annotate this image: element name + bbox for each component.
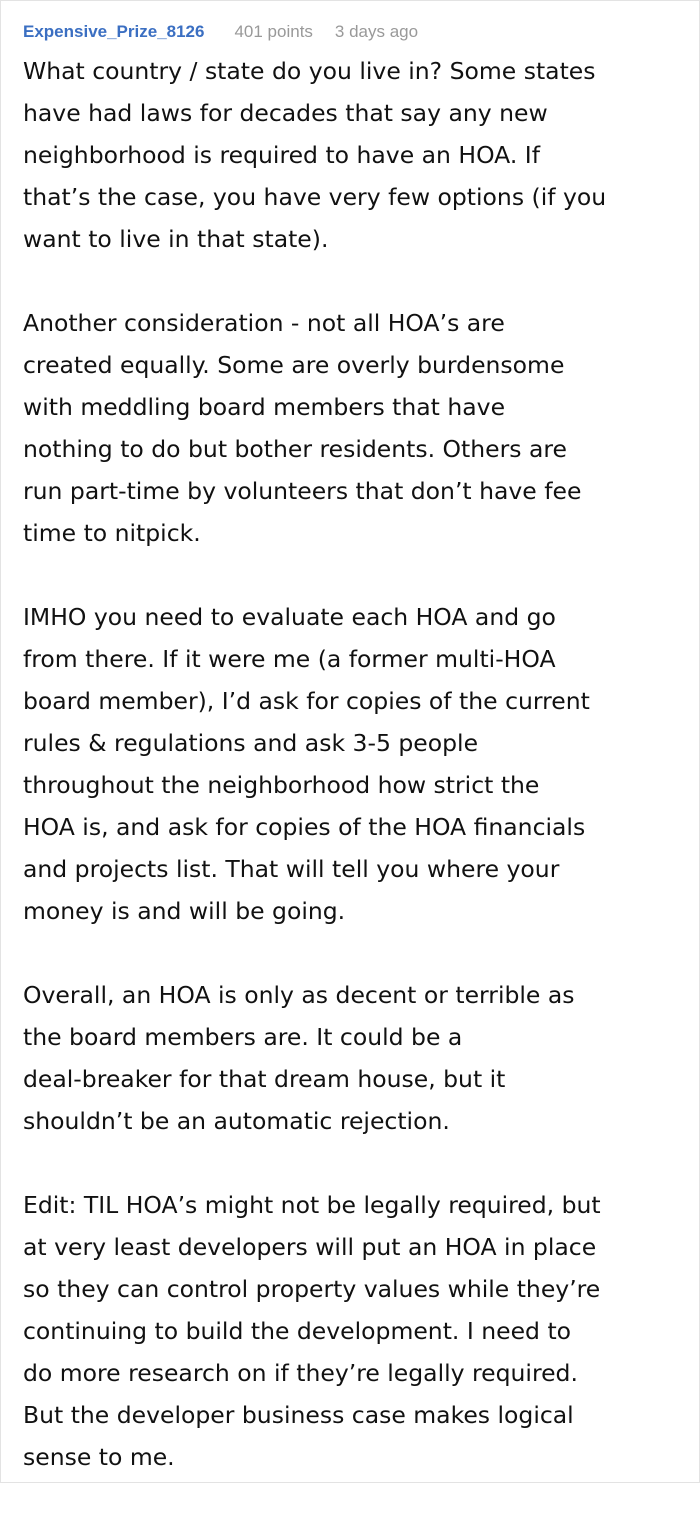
- text-line: nothing to do but bother residents. Others are: [23, 435, 567, 463]
- text-line: want to live in that state).: [23, 225, 329, 253]
- comment-paragraph: [23, 1184, 683, 1478]
- text-line: neighborhood is required to have an HOA. If: [23, 141, 540, 169]
- comment-paragraph: [23, 50, 683, 260]
- text-line: that’s the case, you have very few options (if you: [23, 183, 607, 211]
- text-line: sense to me.: [23, 1443, 175, 1471]
- text-line: continuing to build the development. I need to: [23, 1317, 572, 1345]
- comment-paragraph: [23, 974, 683, 1142]
- text-line: But the developer business case makes logical: [23, 1401, 574, 1429]
- text-line: so they can control property values while they’re: [23, 1275, 601, 1303]
- comment-paragraph: [23, 302, 683, 554]
- text-line: do more research on if they’re legally required.: [23, 1359, 578, 1387]
- text-line: with meddling board members that have: [23, 393, 506, 421]
- text-line: IMHO you need to evaluate each HOA and go: [23, 603, 556, 631]
- text-line: What country / state do you live in? Some states: [23, 57, 596, 85]
- text-line: and projects list. That will tell you where your: [23, 855, 560, 883]
- points-count: 401 points: [234, 22, 313, 41]
- text-line: from there. If it were me (a former multi-HOA: [23, 645, 556, 673]
- text-line: at very least developers will put an HOA in place: [23, 1233, 597, 1261]
- text-line: money is and will be going.: [23, 897, 346, 925]
- text-line: rules & regulations and ask 3-5 people: [23, 729, 479, 757]
- text-line: Overall, an HOA is only as decent or terrible as: [23, 981, 575, 1009]
- comment-paragraph: [23, 596, 683, 932]
- text-line: shouldn’t be an automatic rejection.: [23, 1107, 450, 1135]
- text-line: have had laws for decades that say any new: [23, 99, 548, 127]
- username-link[interactable]: Expensive_Prize_8126: [23, 22, 205, 41]
- text-line: created equally. Some are overly burdensome: [23, 351, 565, 379]
- text-line: HOA is, and ask for copies of the HOA financials: [23, 813, 586, 841]
- timestamp: 3 days ago: [334, 22, 419, 41]
- comment-meta: [23, 20, 418, 44]
- text-line: the board members are. It could be a: [23, 1023, 463, 1051]
- text-line: run part-time by volunteers that don’t have fee: [23, 477, 582, 505]
- text-line: time to nitpick.: [23, 519, 201, 547]
- text-line: Edit: TIL HOA’s might not be legally required, but: [23, 1191, 601, 1219]
- text-line: Another consideration - not all HOA’s are: [23, 309, 505, 337]
- text-line: deal-breaker for that dream house, but it: [23, 1065, 506, 1093]
- text-line: board member), I’d ask for copies of the current: [23, 687, 590, 715]
- text-line: throughout the neighborhood how strict the: [23, 771, 540, 799]
- comment-body: [23, 50, 683, 1520]
